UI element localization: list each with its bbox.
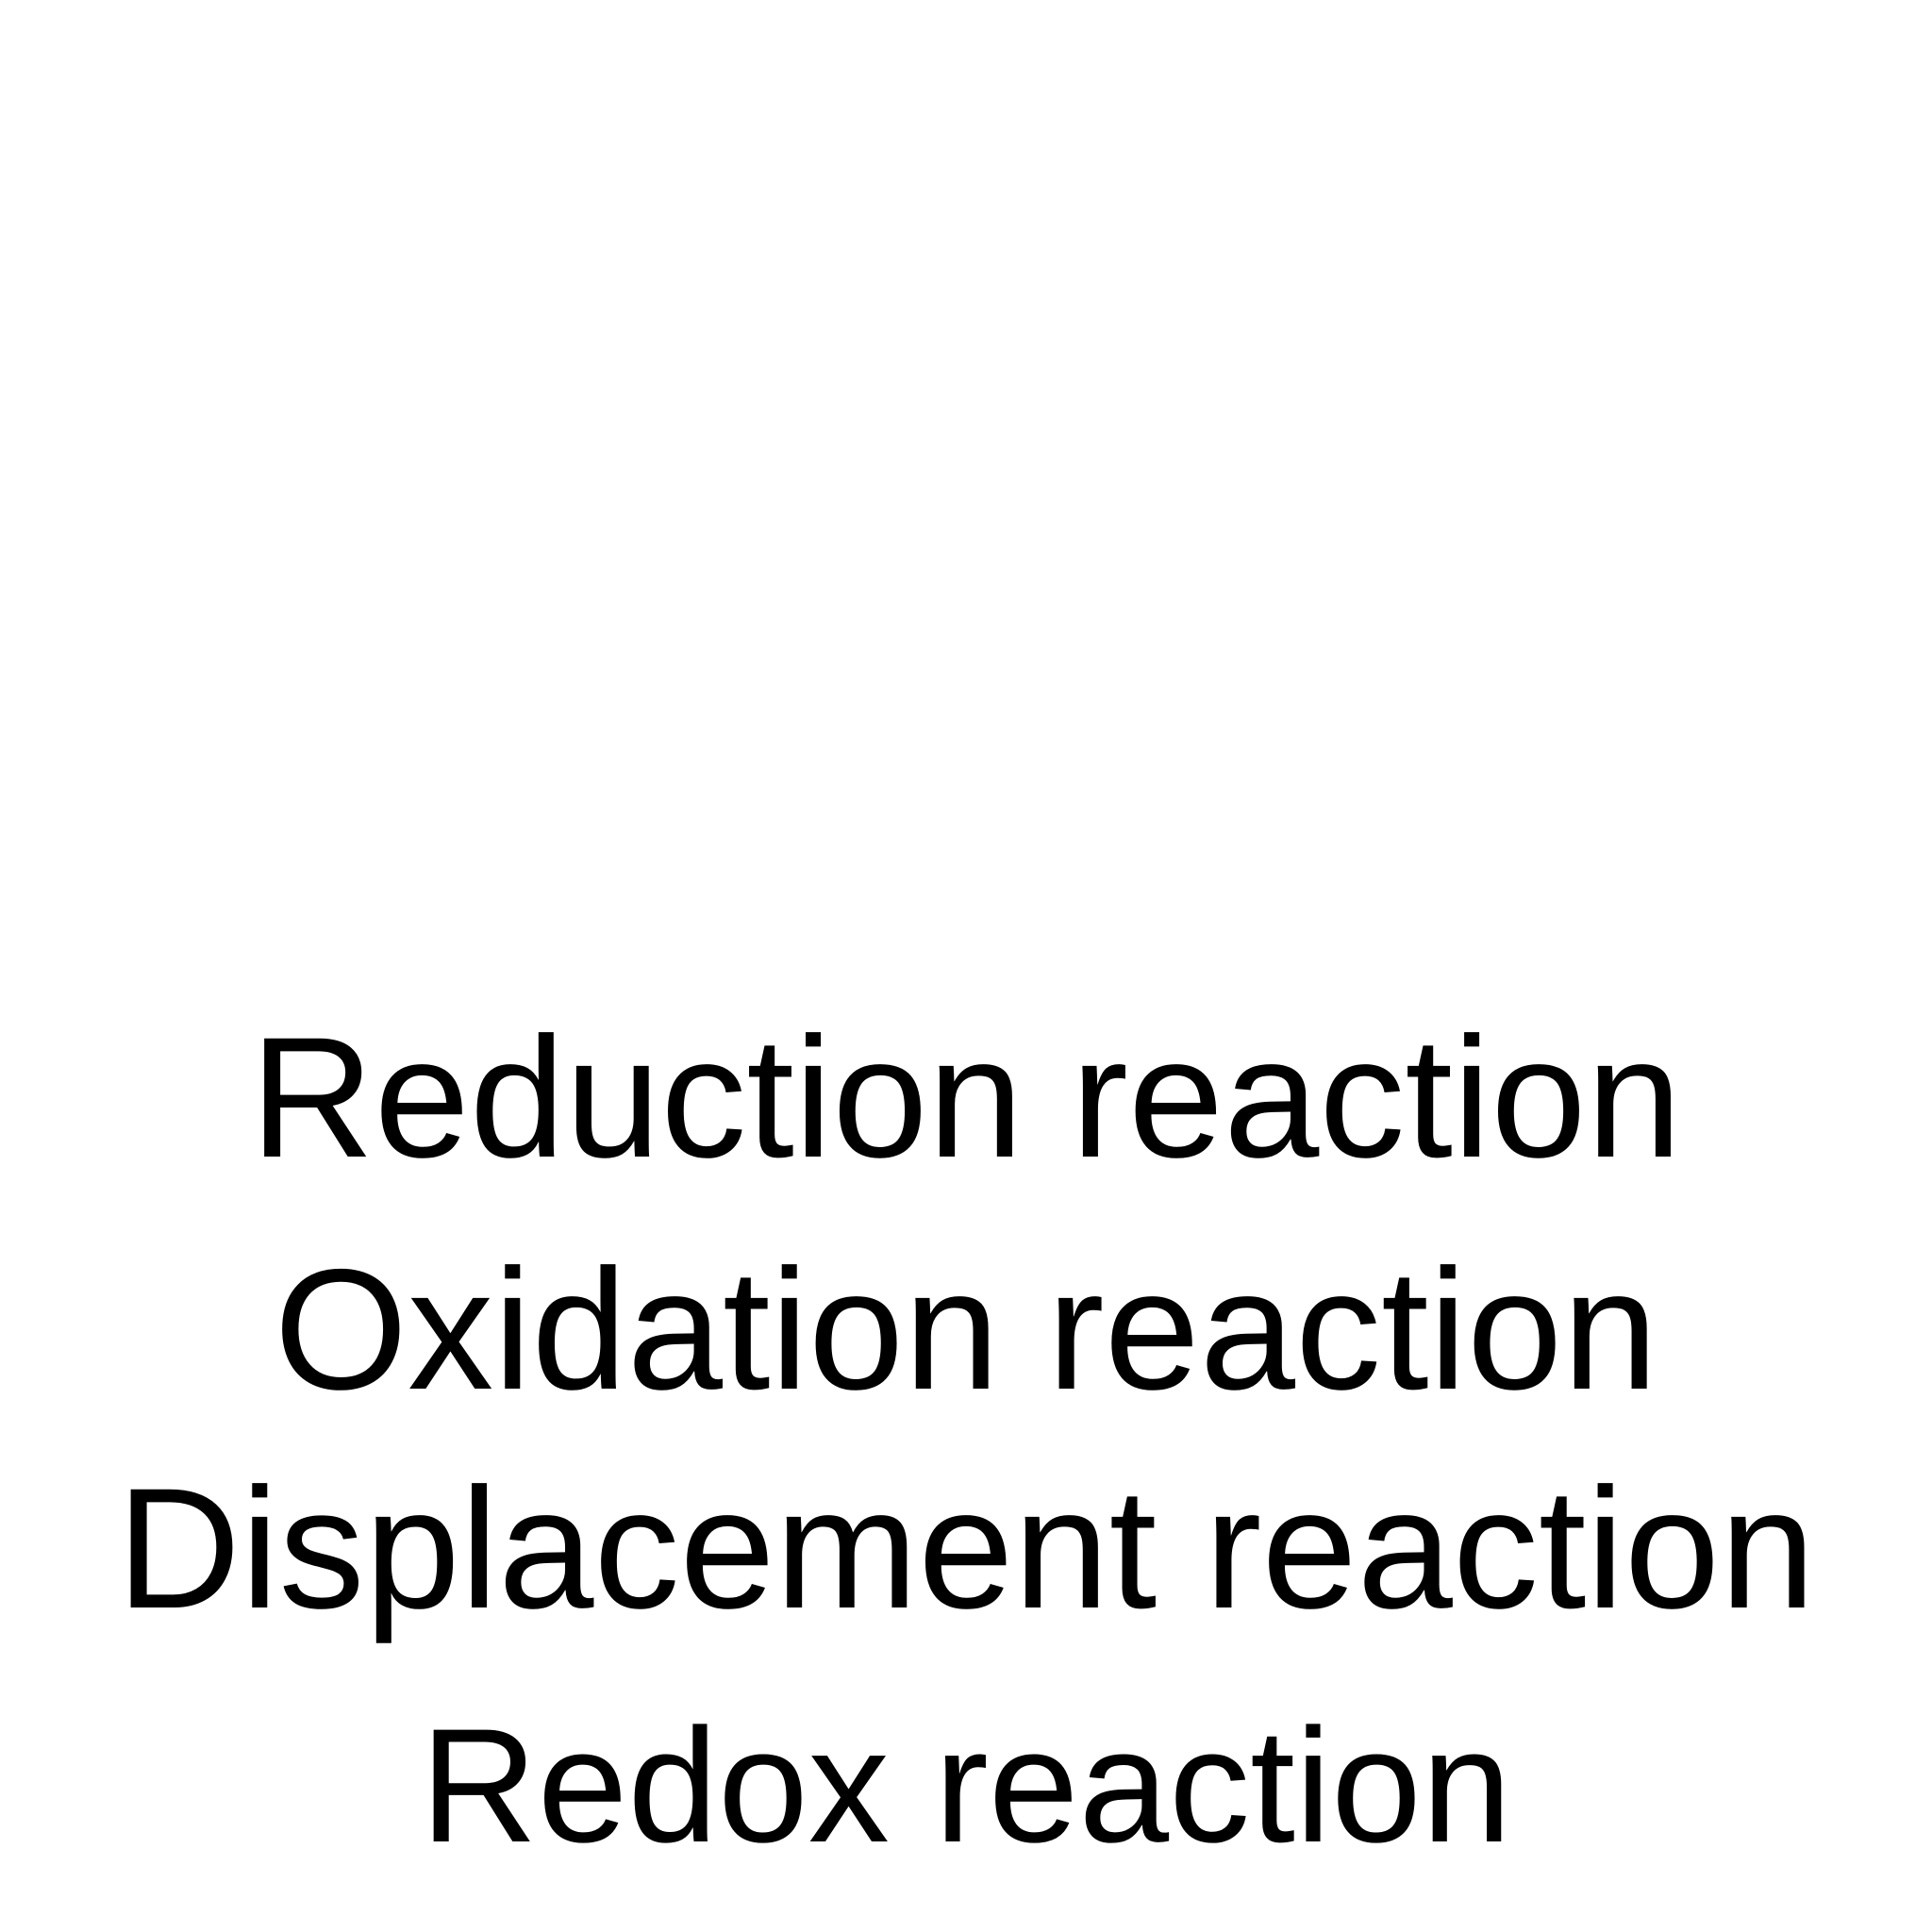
option-reduction-reaction[interactable]: Reduction reaction <box>250 1001 1682 1193</box>
option-displacement-reaction[interactable]: Displacement reaction <box>116 1452 1816 1644</box>
option-oxidation-reaction[interactable]: Oxidation reaction <box>274 1233 1658 1425</box>
option-redox-reaction[interactable]: Redox reaction <box>420 1695 1512 1876</box>
